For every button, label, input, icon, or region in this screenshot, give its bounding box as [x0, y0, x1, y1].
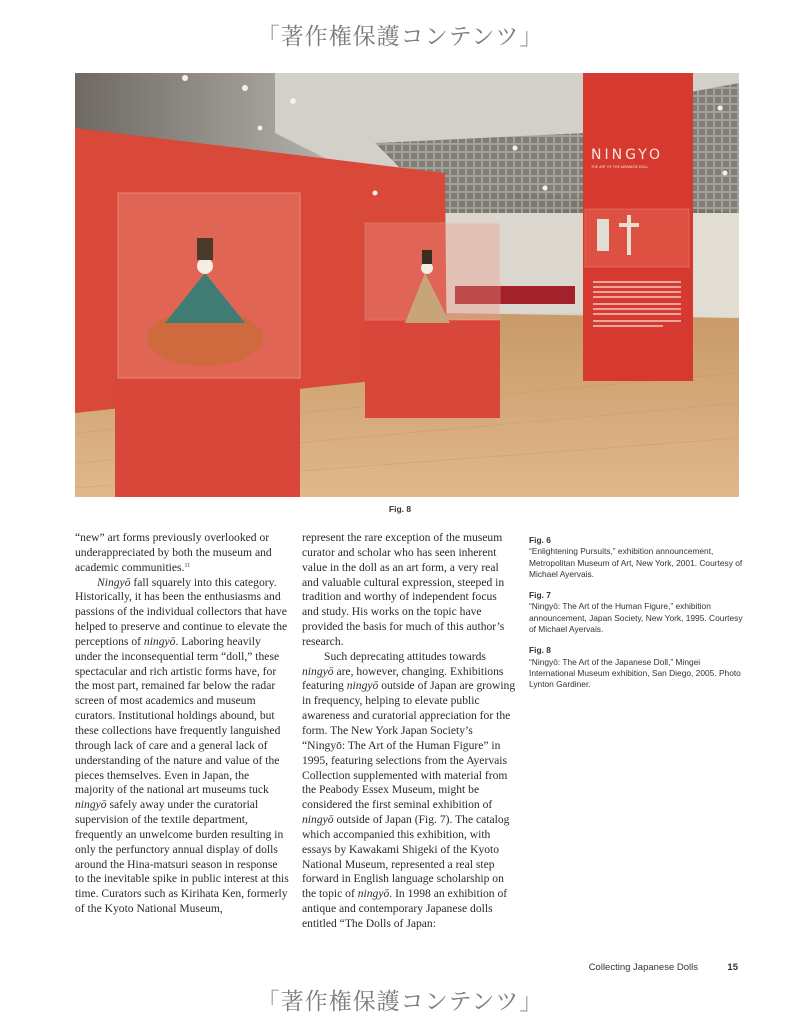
body-column-2 [302, 531, 516, 932]
caption-fig-8 [529, 645, 744, 690]
paragraph: “new” art forms previously overlooked or underappreciated by both the museum and academic communities.$^{11}$ [75, 531, 272, 574]
figure-captions [529, 535, 744, 701]
gallery-photo [75, 73, 739, 497]
caption-text: “Ningyō: The Art of the Human Figure,” exhibition announcement, Japan Society, New York, 1995. Courtesy of Michael Ayervais. [529, 601, 743, 635]
gallery-photo-illustration [75, 73, 739, 497]
paragraph: Such deprecating attitudes towards ningyō are, however, changing. Exhibitions featuring ningyō outside of Japan are growing in frequency, helping to elevate public awareness and curatorial appreciation for the form. The New York Japan Society’s “Ningyō: The Art of the Human Figure” in 1995, featuring selections from the Ayervais Collection supplemented with material from the Peabody Essex Museum, might be considered the first seminal exhibition of ningyō outside of Japan (Fig. 7). The catalog which accompanied this exhibition, with essays by Kawakami Shigeki of the Kyoto National Museum, represented a real step forward in English language scholarship on the topic of ningyō. In 1998 an exhibition of antique and contemporary Japanese dolls entitled “The Dolls of Japan: [302, 649, 516, 930]
caption-text: “Ningyō: The Art of the Japanese Doll,” Mingei International Museum exhibition, San Diego, 2005. Photo Lynton Gardiner. [529, 656, 741, 690]
svg-text:THE ART OF THE JAPANESE DOLL: THE ART OF THE JAPANESE DOLL [591, 165, 649, 169]
paragraph: Ningyō fall squarely into this category. Historically, it has been the enthusiasms and passions of the individual collectors that have helped to preserve and continue to elevate the perceptions of ningyō. Laboring heavily under the inconsequential term “doll,” these spectacular and rich artistic forms have, for the most part, remained far below the radar screen of most academics and museum curators. Institutional holdings abound, but these collections have frequently languished through lack of care and a general lack of understanding of the nature and value of the pieces themselves. Even in Japan, the majority of the national art museums tuck ningyō safely away under the curatorial supervision of the textile department, frequently an unwelcome burden resulting in only the perfunctory annual display of dolls around the Hina-matsuri season in response to the inevitable spike in public interest at this time. Curators such as Kirihata Ken, formerly of the Kyoto National Museum, [75, 575, 289, 916]
caption-title: Fig. 6 [529, 535, 551, 545]
body-column-1 [75, 531, 289, 917]
running-title: Collecting Japanese Dolls [588, 962, 698, 973]
page-number: 15 [727, 962, 738, 973]
figure-label: Fig. 8 [388, 504, 412, 514]
caption-title: Fig. 8 [529, 645, 551, 656]
svg-text:NINGYO: NINGYO [591, 147, 664, 163]
caption-text: “Enlightening Pursuits,” exhibition announcement, Metropolitan Museum of Art, New York, 2001. Courtesy of Michael Ayervais. [529, 546, 743, 579]
watermark-bottom: 「著作権保護コンテンツ」 [256, 989, 544, 1015]
caption-title: Fig. 7 [529, 590, 551, 601]
watermark-top: 「著作権保護コンテンツ」 [256, 24, 544, 50]
paragraph: represent the rare exception of the museum curator and scholar who has seen inherent value in the doll as an art form, a very real and valuable cultural expression, steeped in tradition and worthy of independent focus and study. His works on the topic have provided the basis for much of this author’s research. [302, 531, 505, 648]
caption-fig-6 [529, 535, 744, 580]
caption-fig-7 [529, 590, 744, 635]
